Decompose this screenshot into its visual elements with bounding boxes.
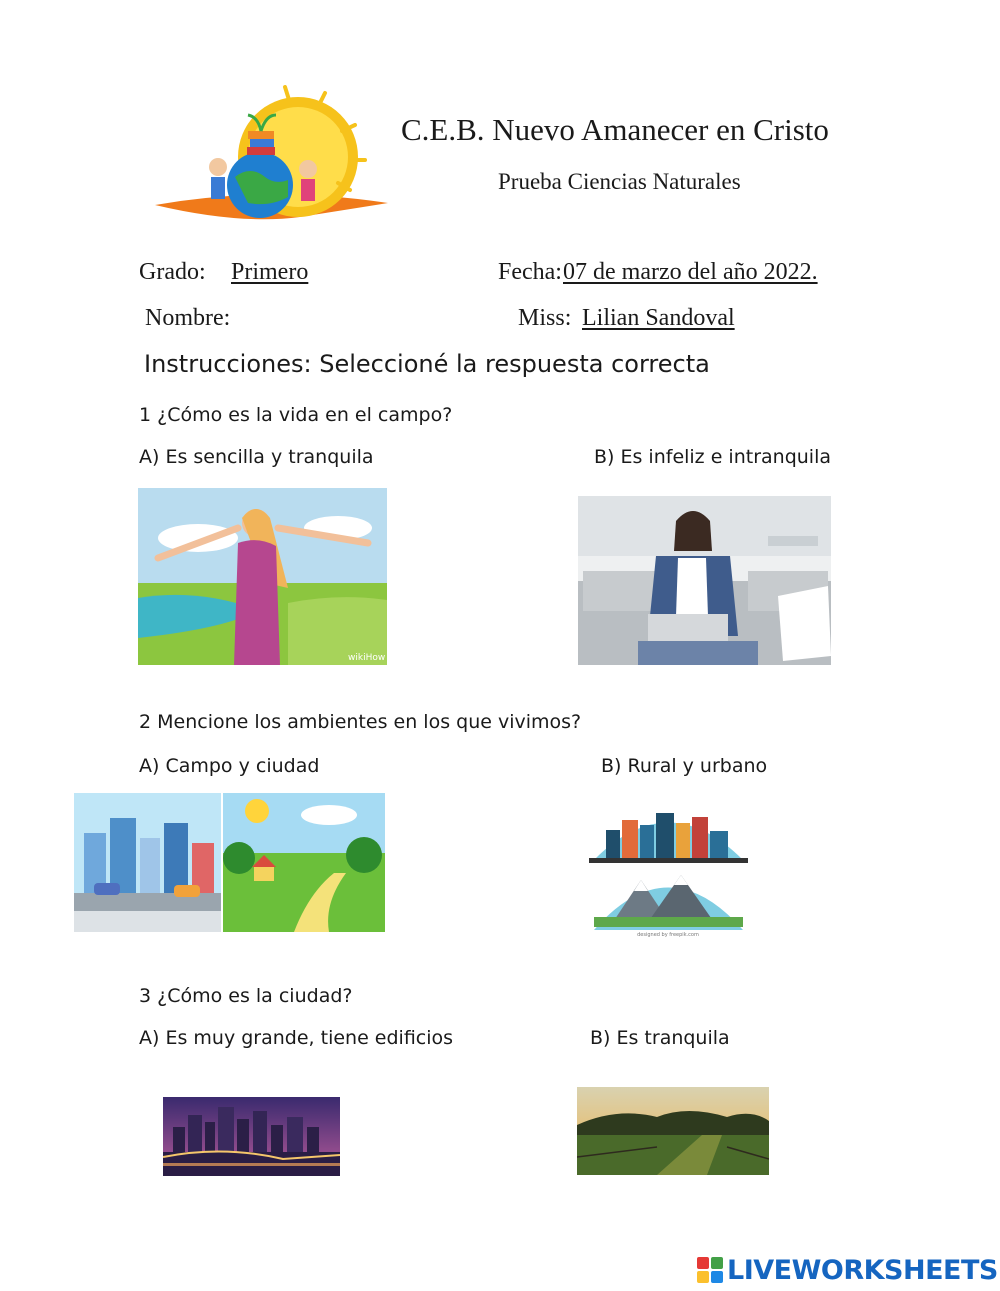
- date-label: Fecha:: [498, 259, 562, 285]
- urban-rural-landscape-image[interactable]: [586, 795, 751, 937]
- question-3-option-a[interactable]: A) Es muy grande, tiene edificios: [139, 1027, 454, 1049]
- city-night-skyline-image[interactable]: [163, 1097, 340, 1176]
- question-1-option-a[interactable]: A) Es sencilla y tranquila: [139, 446, 374, 468]
- date-value: 07 de marzo del año 2022.: [563, 259, 818, 285]
- stressed-woman-laptop-image[interactable]: [578, 496, 831, 665]
- grade-label: Grado:: [139, 259, 206, 285]
- countryside-sunset-image[interactable]: [577, 1087, 769, 1175]
- teacher-label: Miss:: [518, 305, 572, 331]
- question-3-option-b[interactable]: B) Es tranquila: [590, 1027, 730, 1049]
- school-logo: [150, 85, 390, 240]
- liveworksheets-wordmark: LIVEWORKSHEETS: [727, 1254, 998, 1286]
- question-2: 2 Mencione los ambientes en los que vivimos?: [139, 711, 582, 733]
- city-and-country-image[interactable]: [74, 793, 385, 932]
- school-name: C.E.B. Nuevo Amanecer en Cristo: [401, 112, 829, 147]
- liveworksheets-logo-icon: [697, 1257, 723, 1283]
- question-2-option-a[interactable]: A) Campo y ciudad: [139, 755, 320, 777]
- question-1-option-b[interactable]: B) Es infeliz e intranquila: [594, 446, 831, 468]
- question-2-option-b[interactable]: B) Rural y urbano: [601, 755, 768, 777]
- name-label: Nombre:: [145, 305, 231, 331]
- question-3: 3 ¿Cómo es la ciudad?: [139, 985, 353, 1007]
- instructions: Instrucciones: Seleccioné la respuesta correcta: [144, 350, 710, 378]
- freepik-credit: designed by freepik.com: [637, 932, 699, 937]
- liveworksheets-brand[interactable]: [697, 1252, 998, 1288]
- grade-value: Primero: [231, 259, 309, 285]
- question-1: 1 ¿Cómo es la vida en el campo?: [139, 404, 453, 426]
- wikihow-watermark: wikiHow: [348, 653, 386, 663]
- test-subject: Prueba Ciencias Naturales: [498, 169, 741, 194]
- teacher-value: Lilian Sandoval: [582, 305, 735, 331]
- happy-woman-countryside-image[interactable]: [138, 488, 387, 665]
